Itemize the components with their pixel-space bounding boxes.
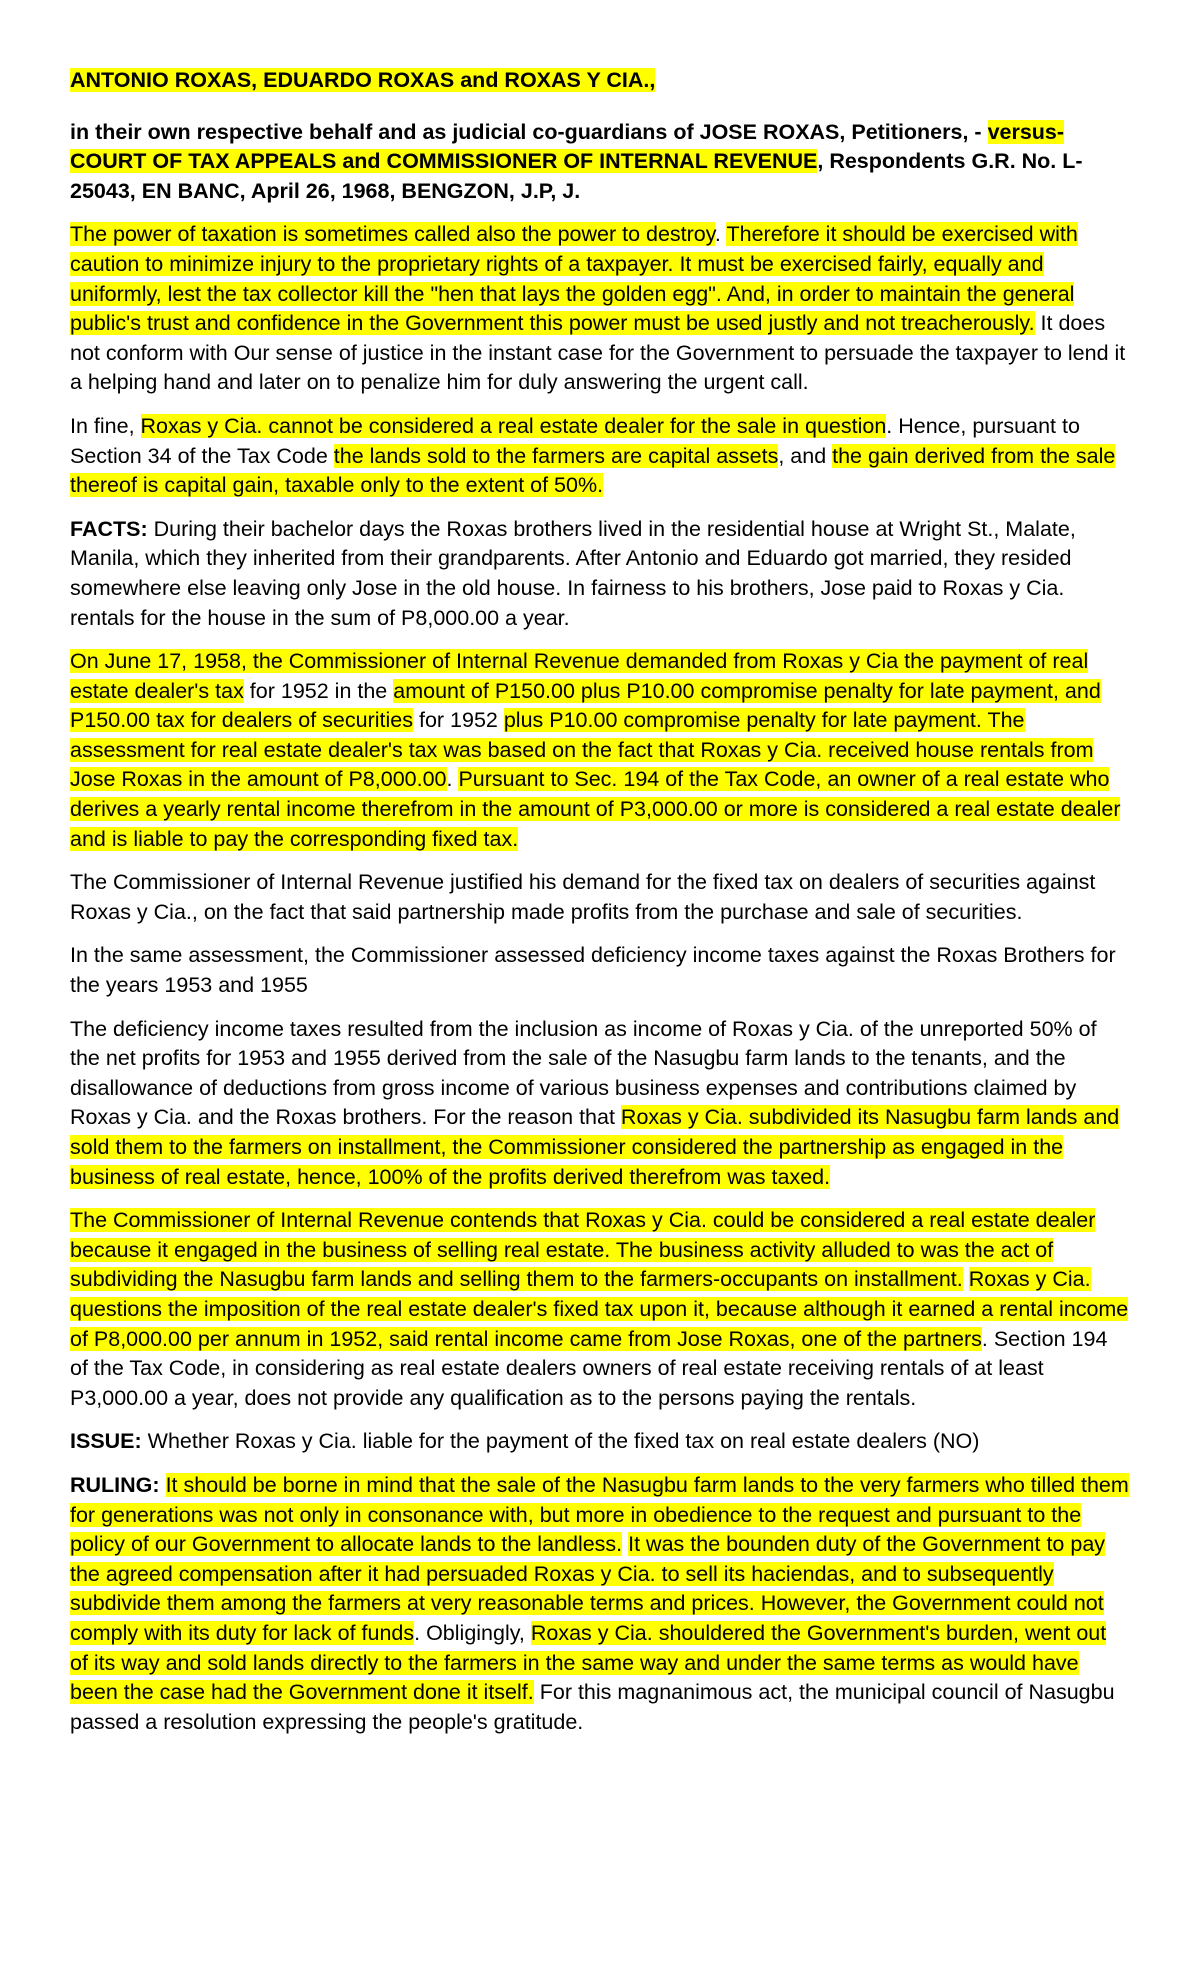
highlighted-text: The power of taxation is sometimes called also the power to destroy bbox=[70, 222, 715, 247]
highlighted-text: the gain derived from the sale thereof is capital gain, taxable only to the extent of 50%. bbox=[70, 443, 1116, 498]
text-segment: for 1952 in the bbox=[243, 678, 394, 703]
text-segment: . bbox=[714, 222, 727, 247]
text-segment bbox=[963, 1267, 969, 1291]
text-segment: in their own respective behalf and as judicial co-guardians of JOSE ROXAS, Petitioners, - bbox=[70, 119, 982, 144]
paragraph-deficiency bbox=[70, 1015, 1130, 1193]
text-segment: for 1952 bbox=[413, 708, 504, 733]
text-segment: For this magnanimous act, the municipal council of Nasugbu passed a resolution expressing the people's gratitude. bbox=[70, 1680, 1115, 1734]
text-segment: In fine, bbox=[70, 413, 141, 438]
highlighted-text: Roxas y Cia. questions the imposition of the real estate dealer's fixed tax upon it, because although it earned a rental income of P8,000.00 per annum in 1952, said rental income came from Jose Roxas, one of the partners bbox=[70, 1267, 1129, 1351]
text-segment: , Respondents G.R. No. L-25043, EN BANC, April 26, 1968, BENGZON, J.P, J. bbox=[70, 149, 1083, 203]
document-body bbox=[70, 66, 1130, 1737]
text-segment: . Section 194 of the Tax Code, in considering as real estate dealers owners of real estate receiving rentals of at least P3,000.00 a year, does not provide any qualification as to the persons paying the rentals. bbox=[70, 1326, 1108, 1410]
highlighted-text: Roxas y Cia. subdivided its Nasugbu farm lands and sold them to the farmers on installment, the Commissioner considered the partnership as engaged in the business of real estate, hence, 100% of the profits derived therefrom was taxed. bbox=[70, 1105, 1120, 1189]
text-segment: . Hence, pursuant to Section 34 of the Tax Code bbox=[70, 413, 1080, 468]
paragraph-ruling bbox=[70, 1471, 1130, 1737]
text-segment: The Commissioner of Internal Revenue justified his demand for the fixed tax on dealers of securities against Roxas y Cia., on the fact that said partnership made profits from the purchase and sale of securities. bbox=[70, 870, 1096, 924]
text-segment: ISSUE: bbox=[70, 1429, 142, 1454]
highlighted-text: versus- COURT OF TAX APPEALS and COMMISSIONER OF INTERNAL REVENUE bbox=[70, 119, 1065, 174]
paragraph-contends bbox=[70, 1206, 1130, 1413]
paragraph-facts bbox=[70, 515, 1130, 633]
paragraph-intro bbox=[70, 220, 1130, 398]
highlighted-text: It was the bounden duty of the Government to pay the agreed compensation after it had persuaded Roxas y Cia. to sell its haciendas, and to subsequently subdivide them among the farmers at very reasonable terms and prices. However, the Government could not comply with its duty for lack of funds bbox=[70, 1532, 1106, 1645]
highlighted-text: Pursuant to Sec. 194 of the Tax Code, an owner of a real estate who derives a yearly rental income therefrom in the amount of P3,000.00 or more is considered a real estate dealer and is liable to pay the corresponding fixed tax. bbox=[70, 767, 1121, 851]
highlighted-text: the lands sold to the farmers are capital assets bbox=[333, 443, 779, 468]
text-segment: It does not conform with Our sense of justice in the instant case for the Government to persuade the taxpayer to lend it a helping hand and later on to penalize him for duly answering the urgent call. bbox=[70, 311, 1126, 395]
text-segment: RULING: bbox=[70, 1472, 160, 1497]
paragraph-issue bbox=[70, 1427, 1130, 1457]
highlighted-text: plus P10.00 compromise penalty for late payment. The assessment for real estate dealer's tax was based on the fact that Roxas y Cia. received house rentals from Jose Roxas in the amount of P8,000.00 bbox=[70, 708, 1094, 792]
paragraph-securities bbox=[70, 868, 1130, 927]
paragraph-demand bbox=[70, 647, 1130, 854]
highlighted-text: On June 17, 1958, the Commissioner of Internal Revenue demanded from Roxas y Cia the payment of real estate dealer's tax bbox=[70, 649, 1089, 703]
text-segment: . bbox=[446, 767, 459, 792]
paragraph-title bbox=[70, 66, 1130, 96]
text-segment: , and bbox=[778, 443, 833, 468]
highlighted-text: amount of P150.00 plus P10.00 compromise penalty for late payment, and P150.00 tax for dealers of securities bbox=[70, 678, 1101, 733]
highlighted-text: Roxas y Cia. cannot be considered a real estate dealer for the sale in question bbox=[140, 413, 887, 438]
text-segment: FACTS: bbox=[70, 516, 148, 541]
text-segment: . Obligingly, bbox=[414, 1620, 531, 1645]
text-segment bbox=[160, 1473, 166, 1497]
text-segment: In the same assessment, the Commissioner assessed deficiency income taxes against the Roxas Brothers for the years 1953 and 1955 bbox=[70, 943, 1116, 998]
text-segment: The deficiency income taxes resulted from the inclusion as income of Roxas y Cia. of the unreported 50% of the net profits for 1953 and 1955 derived from the sale of the Nasugbu farm lands to the tenants, and the disallowance of deductions from gross income of various business expenses and contributions claimed by Roxas y Cia. and the Roxas brothers. For the reason that bbox=[70, 1016, 1097, 1130]
text-segment: Whether Roxas y Cia. liable for the payment of the fixed tax on real estate dealers (NO) bbox=[141, 1429, 980, 1454]
paragraph-in-fine bbox=[70, 412, 1130, 501]
highlighted-text: Therefore it should be exercised with caution to minimize injury to the proprietary rights of a taxpayer. It must be exercised fairly, equally and uniformly, lest the tax collector kill the "hen that lays the golden egg". And, in order to maintain the general public's trust and confidence in the Government this power must be used justly and not treacherously. bbox=[70, 222, 1078, 336]
highlighted-text: ANTONIO ROXAS, EDUARDO ROXAS and ROXAS Y CIA., bbox=[70, 68, 656, 92]
highlighted-text: Roxas y Cia. shouldered the Government's burden, went out of its way and sold lands directly to the farmers in the same way and under the same terms as would have been the case had the Government done it itself. bbox=[70, 1620, 1107, 1705]
text-segment bbox=[982, 120, 988, 144]
highlighted-text: It should be borne in mind that the sale of the Nasugbu farm lands to the very farmers who tilled them for generations was not only in consonance with, but more in obedience to the request and pursuant to the policy of our Government to allocate lands to the landless. bbox=[70, 1472, 1129, 1557]
highlighted-text: The Commissioner of Internal Revenue contends that Roxas y Cia. could be considered a real estate dealer because it engaged in the business of selling real estate. The business activity alluded to was the act of subdividing the Nasugbu farm lands and selling them to the farmers-occupants on installment. bbox=[70, 1208, 1096, 1292]
paragraph-same-assessment bbox=[70, 941, 1130, 1000]
text-segment: During their bachelor days the Roxas brothers lived in the residential house at Wright St., Malate, Manila, which they inherited from their grandparents. After Antonio and Eduardo got married, they resided somewhere else leaving only Jose in the old house. In fairness to his brothers, Jose paid to Roxas y Cia. rentals for the house in the sum of P8,000.00 a year. bbox=[70, 516, 1076, 630]
paragraph-parties bbox=[70, 118, 1130, 207]
